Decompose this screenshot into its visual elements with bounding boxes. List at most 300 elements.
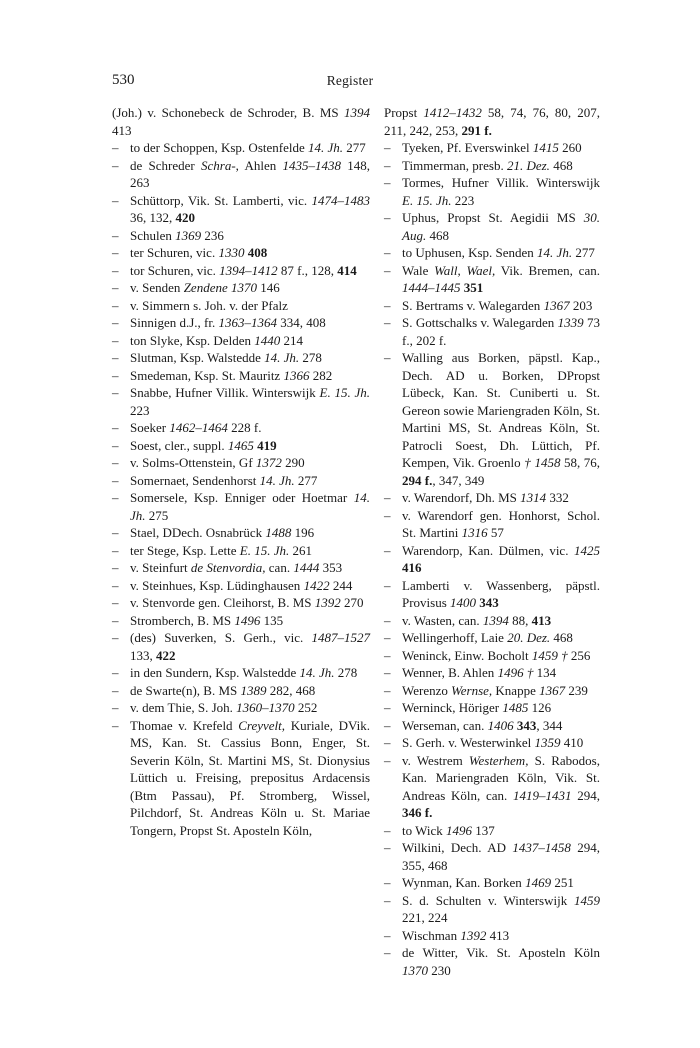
entry-dash: – <box>112 140 119 155</box>
entry-dash: – <box>112 612 119 628</box>
entry-text: Wenner, B. Ahlen <box>402 665 498 680</box>
entry-italic: 1339 <box>557 315 584 330</box>
entry-page-bold: 291 f. <box>461 122 492 138</box>
index-entry <box>112 279 370 297</box>
index-column-left <box>112 104 370 839</box>
entry-text: 353 <box>319 560 343 575</box>
entry-dash: – <box>112 192 119 208</box>
entry-italic: 1488 <box>265 525 292 540</box>
entry-italic: E. 15. Jh. <box>239 542 290 558</box>
index-entry <box>384 839 600 874</box>
entry-text: 214 <box>280 332 303 348</box>
entry-text: Lamberti v. Wassenberg, päpstl. Provisus <box>402 577 600 610</box>
index-entry <box>112 577 370 595</box>
entry-text: 244 <box>329 577 353 593</box>
entry-text: 468 <box>426 227 449 243</box>
entry-italic: 14. Jh. <box>537 245 573 260</box>
entry-text: Wale <box>402 262 435 278</box>
entry-text: 277 <box>572 245 595 260</box>
entry-page-bold: 343 <box>479 595 499 610</box>
index-entry <box>384 717 600 735</box>
entry-text: v. Wasten, can. <box>402 612 483 628</box>
entry-text: Werenzo <box>402 682 452 698</box>
entry-text: , 347, 349 <box>432 472 485 488</box>
index-entry <box>112 297 370 315</box>
entry-text: Sinnigen d.J., fr. <box>130 315 219 330</box>
entry-italic: 1462–1464 <box>169 420 228 435</box>
entry-text: de Schreder <box>130 157 201 173</box>
entry-italic: † 1458 <box>524 455 561 470</box>
entry-italic: Westerhem, <box>468 752 529 768</box>
entry-text: to Uphusen, Ksp. Senden <box>402 245 538 260</box>
entry-dash: – <box>112 577 119 593</box>
entry-italic: E. 15. Jh. <box>402 192 452 208</box>
entry-dash: – <box>384 840 391 855</box>
entry-dash: – <box>112 630 119 645</box>
entry-text: S. Gottschalks v. Walegarden <box>402 315 558 330</box>
entry-text: Walling aus Borken, päpstl. Kap., Dech. AD u. Borken, DPropst Lübeck, Kan. St. Cuniberti u. St. Gereon sowie Mariengraden Köln, St. Martini MS, St. Andreas Köln, St. Patrocli Soest, Dh. Lüttich, Pf. Kempen, Vik. Groenlo <box>402 350 600 470</box>
entry-italic: 1435–1438 <box>282 157 341 173</box>
entry-italic: 1359 <box>534 735 561 750</box>
entry-dash: – <box>384 350 391 365</box>
index-entry <box>112 157 370 192</box>
entry-italic: 14. Jh. <box>130 490 370 523</box>
entry-text: 251 <box>551 875 574 890</box>
entry-text: Somernaet, Sendenhorst <box>130 472 260 488</box>
entry-text: 196 <box>291 525 315 540</box>
index-entry <box>384 629 600 647</box>
entry-text: 278 <box>334 665 358 680</box>
entry-dash: – <box>384 647 391 663</box>
entry-text: Werseman, can. <box>402 717 488 733</box>
entry-italic: 1412–1432 <box>423 105 482 120</box>
entry-text: Wynman, Kan. Borken <box>402 875 526 890</box>
entry-text: de Witter, Vik. St. Aposteln Köln <box>402 945 600 960</box>
entry-text: v. Solms-Ottenstein, Gf <box>130 455 256 470</box>
index-entry <box>112 244 370 262</box>
entry-dash: – <box>384 577 391 593</box>
entry-text: 221, 224 <box>402 910 448 925</box>
entry-italic: 14. Jh. <box>299 665 335 680</box>
entry-text: Kuriale, DVik. MS, Kan. St. Cassius Bonn, Enger, St. Severin Köln, St. Martini MS, St. Dionysius Lüttich u. Freising, prepositus Ardacensis (Btm Passau), Pf. Stromberg, Wissel, Pilchdorf, St. Andreas Köln u. St. Mariae Tongern, Propst St. Aposteln Köln, <box>130 717 370 838</box>
entry-italic: 1394 <box>344 105 370 120</box>
entry-text: 290 <box>281 455 305 470</box>
entry-italic: 30. Aug. <box>402 210 600 243</box>
entry-italic: 1425 <box>574 542 600 558</box>
entry-text: 260 <box>558 140 582 155</box>
entry-dash: – <box>384 175 391 190</box>
entry-text: , Ahlen <box>235 157 283 173</box>
entry-text: Werninck, Höriger <box>402 700 503 715</box>
entry-dash: – <box>112 157 119 173</box>
entry-dash: – <box>112 227 119 243</box>
entry-text: 88, <box>508 612 532 628</box>
entry-italic: 1370 <box>402 962 428 978</box>
entry-dash: – <box>112 245 119 260</box>
entry-text: Tyeken, Pf. Everswinkel <box>402 140 533 155</box>
entry-text: Wilkini, Dech. AD <box>402 840 513 855</box>
index-entry <box>112 227 370 245</box>
entry-text: 58, 74, 76, 80, 207, 211, 242, 253, <box>384 105 601 138</box>
index-entry <box>112 559 370 577</box>
index-entry <box>112 699 370 717</box>
entry-dash: – <box>384 157 391 173</box>
entry-dash: – <box>112 262 119 278</box>
entry-text: (des) Suverken, S. Gerh., vic. <box>130 630 312 645</box>
entry-dash: – <box>384 542 391 558</box>
entry-italic: 1392 <box>460 927 487 943</box>
entry-text: 57 <box>487 525 504 540</box>
entry-text: 278 <box>299 350 322 365</box>
index-entry <box>384 297 600 315</box>
entry-text: 282, 468 <box>266 682 316 698</box>
entry-italic: de Stenvordia, <box>190 560 266 575</box>
entry-text: v. dem Thie, S. Joh. <box>130 700 237 715</box>
entry-dash: – <box>384 735 391 750</box>
entry-italic: 1389 <box>240 682 267 698</box>
entry-italic: 1437–1458 <box>512 840 571 855</box>
entry-italic: 1394–1412 <box>219 262 278 278</box>
entry-dash: – <box>112 682 119 698</box>
entry-text: 58, 76, <box>560 455 601 470</box>
index-entry <box>384 244 600 262</box>
entry-italic: 1360–1370 <box>236 700 295 715</box>
entry-text: S. Rabodos, Kan. Mariengraden Köln, Vik. St. Andreas Köln, can. <box>402 752 600 803</box>
entry-text: Snabbe, Hufner Villik. Winterswijk <box>130 385 320 400</box>
entry-text: v. Westrem <box>402 752 469 768</box>
entry-text: 236 <box>201 227 224 243</box>
entry-text: Stromberch, B. MS <box>130 612 235 628</box>
index-entry <box>112 262 370 280</box>
index-entry <box>384 682 600 700</box>
entry-text: v. Stenvorde gen. Cleihorst, B. MS <box>130 595 315 610</box>
entry-italic: 1485 <box>502 700 529 715</box>
entry-text: Uphus, Propst St. Aegidii MS <box>402 210 584 225</box>
entry-italic: 1469 <box>525 875 552 890</box>
entry-page-bold: 414 <box>337 262 357 278</box>
entry-italic: 1400 <box>450 595 477 610</box>
entry-page-bold: 346 f. <box>402 805 433 820</box>
index-entry <box>112 367 370 385</box>
index-entry <box>384 892 600 927</box>
index-entry <box>384 104 600 139</box>
entry-text: 223 <box>451 192 475 208</box>
entry-text: Tormes, Hufner Villik. Winterswijk <box>402 175 600 190</box>
entry-italic: 14. Jh. <box>264 350 300 365</box>
index-entry <box>112 454 370 472</box>
index-entry <box>384 507 600 542</box>
entry-dash: – <box>112 717 119 733</box>
entry-text: Knappe <box>492 682 540 698</box>
index-entry <box>384 157 600 175</box>
entry-text: Wischman <box>402 927 461 943</box>
entry-text: S. d. Schulten v. Winterswijk <box>402 892 574 908</box>
entry-text: 332 <box>546 490 569 505</box>
index-entry <box>384 612 600 630</box>
entry-text: S. Gerh. v. Westerwinkel <box>402 735 535 750</box>
entry-text: Timmerman, presb. <box>402 157 507 173</box>
index-entry <box>112 524 370 542</box>
entry-dash: – <box>112 700 119 715</box>
entry-text: 294, <box>571 787 601 803</box>
entry-italic: 1496 <box>446 822 473 838</box>
index-entry <box>384 349 600 489</box>
entry-text: 223 <box>130 402 150 418</box>
entry-italic: 1330 <box>218 245 245 260</box>
entry-text: Soeker <box>130 420 170 435</box>
entry-text: 413 <box>112 122 132 138</box>
entry-text: 126 <box>528 700 552 715</box>
index-entry <box>384 944 600 979</box>
entry-text: 230 <box>428 962 451 978</box>
entry-text: Wellingerhoff, Laie <box>402 630 508 645</box>
index-entry <box>384 262 600 297</box>
entry-text: Slutman, Ksp. Walstedde <box>130 350 265 365</box>
entry-italic: 14. Jh. <box>259 472 295 488</box>
index-entry <box>112 542 370 560</box>
entry-italic: 1394 <box>482 612 509 628</box>
entry-text: 294, 355, 468 <box>402 840 600 873</box>
running-head: Register <box>326 73 374 88</box>
entry-dash: – <box>384 892 391 908</box>
entry-text: 334, 408 <box>276 315 326 330</box>
entry-dash: – <box>384 927 391 943</box>
entry-dash: – <box>112 665 119 680</box>
entry-text: 148, 263 <box>130 157 371 190</box>
index-entry <box>384 139 600 157</box>
index-entry <box>384 752 600 822</box>
entry-text: 73 f., 202 f. <box>402 315 600 348</box>
index-entry <box>384 174 600 209</box>
entry-italic: 1487–1527 <box>311 630 370 645</box>
entry-text: 468 <box>550 630 573 645</box>
entry-page-bold: 420 <box>175 210 195 225</box>
entry-text: Warendorp, Kan. Dülmen, vic. <box>402 542 574 558</box>
entry-text: 277 <box>343 140 366 155</box>
entry-text: Soest, cler., suppl. <box>130 437 228 453</box>
entry-text: Weninck, Einw. Bocholt <box>402 647 532 663</box>
entry-dash: – <box>112 350 119 365</box>
entry-italic: 1316 <box>461 525 488 540</box>
index-entry <box>384 664 600 682</box>
entry-dash: – <box>112 280 119 295</box>
entry-text: 275 <box>145 507 169 523</box>
index-entry <box>384 489 600 507</box>
entry-text: 252 <box>294 700 318 715</box>
index-entry <box>384 577 600 612</box>
entry-text: Schulen <box>130 227 176 243</box>
index-entry <box>112 437 370 455</box>
entry-dash: – <box>384 210 391 225</box>
index-entry <box>112 472 370 490</box>
entry-page-bold: 416 <box>402 560 422 575</box>
entry-text: (Joh.) v. Schonebeck de Schroder, B. MS <box>112 105 344 120</box>
index-entry <box>384 734 600 752</box>
entry-text: 277 <box>294 472 318 488</box>
entry-italic: 21. Dez. <box>506 157 550 173</box>
entry-text: to Wick <box>402 822 447 838</box>
entry-text: tor Schuren, vic. <box>130 262 220 278</box>
entry-text: Somersele, Ksp. Enniger oder Hoetmar <box>130 490 354 505</box>
entry-text: Vik. Bremen, can. <box>495 262 600 278</box>
entry-dash: – <box>112 525 119 540</box>
entry-dash: – <box>384 822 391 838</box>
entry-text: ter Schuren, vic. <box>130 245 219 260</box>
entry-dash: – <box>384 682 391 698</box>
index-entry <box>112 192 370 227</box>
index-entry <box>384 927 600 945</box>
entry-italic: Zendene 1370 <box>183 280 257 295</box>
index-entry <box>112 629 370 664</box>
index-entry <box>384 699 600 717</box>
entry-dash: – <box>112 455 119 470</box>
entry-page-bold: 408 <box>247 245 268 260</box>
entry-dash: – <box>384 297 391 313</box>
entry-dash: – <box>384 140 391 155</box>
page-number: 530 <box>112 72 135 88</box>
entry-text: 87 f., 128, <box>277 262 338 278</box>
index-entry <box>384 647 600 665</box>
entry-dash: – <box>384 490 391 505</box>
entry-text: 36, 132, <box>130 210 176 225</box>
entry-text: 135 <box>260 612 284 628</box>
entry-text: v. Warendorf gen. Honhorst, Schol. St. Martini <box>402 507 600 540</box>
entry-italic: E. 15. Jh. <box>319 385 370 400</box>
entry-dash: – <box>112 595 119 610</box>
entry-page-bold: 343 <box>516 717 537 733</box>
entry-text: S. Bertrams v. Walegarden <box>402 297 544 313</box>
entry-italic: 1459 † <box>531 647 568 663</box>
entry-italic: 1465 <box>227 437 254 453</box>
index-entry <box>384 822 600 840</box>
index-entry <box>112 489 370 524</box>
index-entry <box>112 314 370 332</box>
entry-dash: – <box>384 630 391 645</box>
entry-italic: 1444 <box>293 560 320 575</box>
entry-text: 134 <box>533 665 557 680</box>
entry-dash: – <box>384 700 391 715</box>
entry-page-bold: 413 <box>531 612 552 628</box>
entry-italic: 1496 † <box>497 665 534 680</box>
index-entry <box>112 332 370 350</box>
entry-text: de Swarte(n), B. MS <box>130 682 241 698</box>
entry-text: Propst <box>384 105 424 120</box>
entry-text: 282 <box>309 367 333 383</box>
entry-italic: 1369 <box>175 227 202 243</box>
entry-italic: 1367 <box>543 297 570 313</box>
entry-italic: 1372 <box>255 455 282 470</box>
entry-text: Schüttorp, Vik. St. Lamberti, vic. <box>130 192 312 208</box>
entry-dash: – <box>384 245 391 260</box>
entry-text: ter Stege, Ksp. Lette <box>130 542 240 558</box>
entry-text: 270 <box>340 595 364 610</box>
entry-text: 413 <box>486 927 510 943</box>
entry-dash: – <box>384 612 391 628</box>
entry-dash: – <box>384 507 391 523</box>
entry-text: 203 <box>569 297 593 313</box>
entry-dash: – <box>384 752 391 768</box>
entry-italic: 1406 <box>487 717 514 733</box>
entry-italic: 1415 <box>532 140 559 155</box>
entry-text: 133, <box>130 647 156 663</box>
index-entry <box>112 612 370 630</box>
entry-dash: – <box>112 332 119 348</box>
entry-italic: 14. Jh. <box>308 140 344 155</box>
index-entry <box>112 594 370 612</box>
entry-page-bold: 294 f. <box>402 472 433 488</box>
entry-italic: 1419–1431 <box>513 787 572 803</box>
entry-text: 146 <box>256 280 280 295</box>
entry-text: to der Schoppen, Ksp. Ostenfelde <box>130 140 308 155</box>
entry-dash: – <box>384 875 391 890</box>
entry-text: 256 <box>567 647 591 663</box>
entry-dash: – <box>112 385 119 400</box>
entry-dash: – <box>112 420 119 435</box>
entry-text: 468 <box>549 157 573 173</box>
entry-dash: – <box>384 262 391 278</box>
index-entry <box>384 874 600 892</box>
entry-italic: Creyvelt, <box>238 717 286 733</box>
entry-italic: 1474–1483 <box>311 192 370 208</box>
index-entry <box>112 104 370 139</box>
entry-dash: – <box>384 665 391 680</box>
index-entry <box>112 384 370 419</box>
entry-page-bold: 419 <box>257 437 277 453</box>
entry-dash: – <box>384 945 391 960</box>
entry-dash: – <box>112 472 119 488</box>
entry-dash: – <box>112 560 119 575</box>
entry-italic: 1392 <box>314 595 341 610</box>
index-entry <box>112 682 370 700</box>
entry-text: ton Slyke, Ksp. Delden <box>130 332 255 348</box>
index-entry <box>112 419 370 437</box>
entry-text: 137 <box>472 822 495 838</box>
entry-dash: – <box>384 717 391 733</box>
entry-italic: 1422 <box>303 577 330 593</box>
index-entry <box>112 349 370 367</box>
entry-dash: – <box>112 437 119 453</box>
entry-text: v. Steinhues, Ksp. Lüdinghausen <box>130 577 304 593</box>
entry-dash: – <box>112 367 119 383</box>
entry-text: 228 f. <box>227 420 262 435</box>
entry-text: Smedeman, Ksp. St. Mauritz <box>130 367 284 383</box>
entry-dash: – <box>384 315 391 330</box>
entry-text: 261 <box>289 542 312 558</box>
entry-dash: – <box>112 542 119 558</box>
entry-text: v. Simmern s. Joh. v. der Pfalz <box>130 297 288 313</box>
entry-text: v. Senden <box>130 280 184 295</box>
entry-dash: – <box>112 490 119 505</box>
index-entry <box>384 314 600 349</box>
entry-italic: 1459 <box>574 892 600 908</box>
entry-italic: Wall, Wael, <box>434 262 496 278</box>
index-entry <box>384 542 600 577</box>
entry-page-bold: 351 <box>463 280 484 295</box>
entry-text: 239 <box>565 682 588 698</box>
entry-text: v. Warendorf, Dh. MS <box>402 490 521 505</box>
index-entry <box>384 209 600 244</box>
entry-italic: Schra- <box>201 157 236 173</box>
index-entry <box>112 717 370 840</box>
entry-page-bold: 422 <box>156 647 176 663</box>
entry-italic: 20. Dez. <box>507 630 551 645</box>
entry-text: v. Steinfurt <box>130 560 191 575</box>
entry-italic: 1363–1364 <box>218 315 277 330</box>
entry-italic: 1367 <box>539 682 566 698</box>
entry-italic: 1440 <box>254 332 281 348</box>
entry-text: , 344 <box>536 717 563 733</box>
entry-dash: – <box>112 297 119 313</box>
